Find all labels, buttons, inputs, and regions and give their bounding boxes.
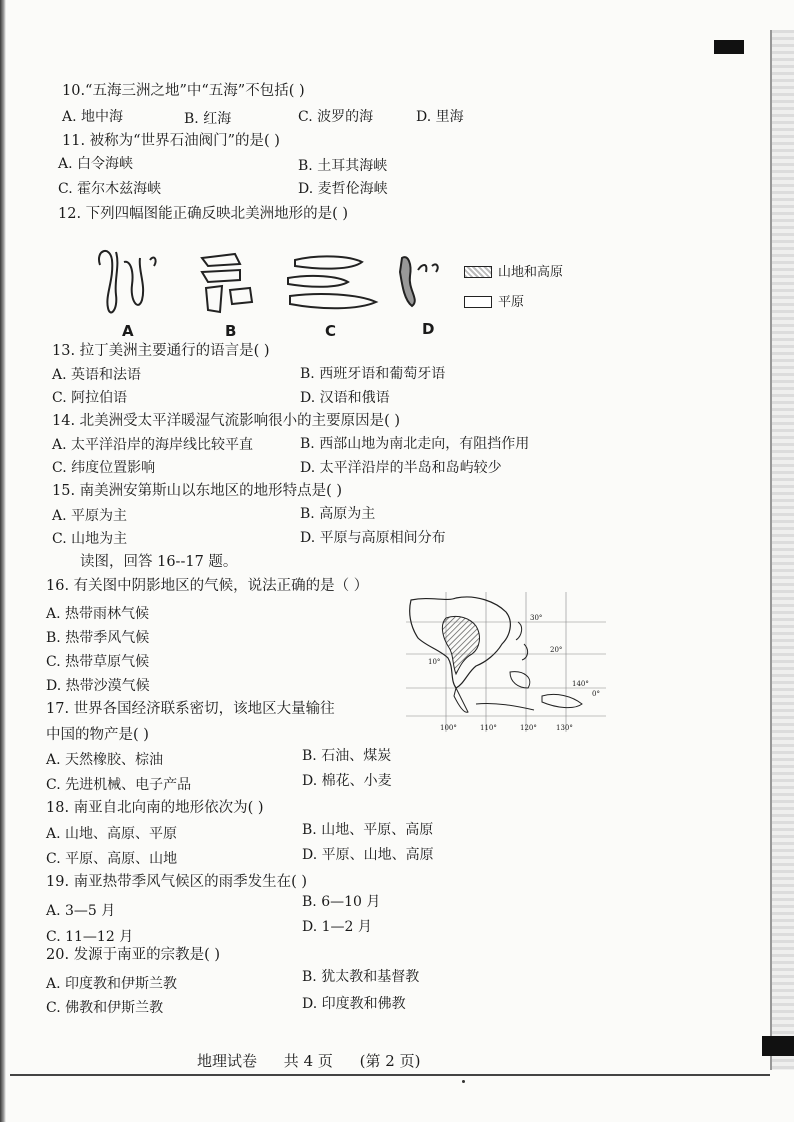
- question-18-option-c[interactable]: C. 平原、高原、山地: [46, 851, 178, 867]
- bottom-rule: [10, 1074, 770, 1076]
- question-19-option-c[interactable]: C. 11—12 月: [46, 929, 134, 945]
- scan-dot: [462, 1080, 465, 1083]
- figure-d-label[interactable]: D: [422, 320, 435, 338]
- question-14-stem: 14. 北美洲受太平洋暖湿气流影响很小的主要原因是( ): [52, 413, 401, 429]
- map-lon-110: 110°: [480, 724, 497, 732]
- southeast-asia-map: [406, 592, 606, 732]
- map-lon-100: 100°: [440, 724, 457, 732]
- question-20-option-c[interactable]: C. 佛教和伊斯兰教: [46, 1000, 164, 1016]
- question-20-stem: 20. 发源于南亚的宗教是( ): [46, 947, 221, 963]
- registration-mark-bottom: [762, 1036, 794, 1056]
- map-lat-30: 30°: [530, 614, 543, 622]
- question-15-option-c[interactable]: C. 山地为主: [52, 531, 128, 547]
- question-19-stem: 19. 南亚热带季风气候区的雨季发生在( ): [46, 874, 308, 890]
- figure-c-label[interactable]: C: [325, 322, 337, 340]
- scan-edge-right: [772, 30, 794, 1070]
- question-14-option-b[interactable]: B. 西部山地为南北走向，有阻挡作用: [300, 436, 530, 452]
- question-13-option-c[interactable]: C. 阿拉伯语: [52, 390, 128, 406]
- question-17-option-c[interactable]: C. 先进机械、电子产品: [46, 777, 192, 793]
- page-footer: [197, 1050, 442, 1071]
- question-16-option-a[interactable]: A. 热带雨林气候: [46, 606, 150, 622]
- legend-plain-label: 平原: [498, 295, 525, 310]
- figure-a-shape: [99, 251, 156, 312]
- map-lon-120: 120°: [520, 724, 537, 732]
- legend-plain-swatch: [464, 296, 492, 308]
- question-10-option-a[interactable]: A. 地中海: [62, 109, 124, 125]
- footer-total-pages: 共 4 页: [283, 1052, 333, 1070]
- question-20-option-a[interactable]: A. 印度教和伊斯兰教: [46, 976, 178, 992]
- figure-b-label[interactable]: B: [225, 322, 237, 340]
- figure-c-shape: [288, 256, 376, 308]
- question-13-option-a[interactable]: A. 英语和法语: [52, 367, 142, 383]
- reading-instruction: 读图，回答 16--17 题。: [80, 554, 238, 570]
- map-lon-140: 140°: [572, 680, 589, 688]
- question-15-option-b[interactable]: B. 高原为主: [300, 506, 376, 522]
- footer-page-number: (第 2 页): [359, 1052, 421, 1070]
- question-13-option-b[interactable]: B. 西班牙语和葡萄牙语: [300, 366, 446, 382]
- legend-mountain-label: 山地和高原: [498, 265, 564, 280]
- figure-d-shape: [400, 257, 438, 306]
- question-19-option-b[interactable]: B. 6—10 月: [302, 894, 381, 910]
- question-10-option-b[interactable]: B. 红海: [184, 111, 232, 127]
- question-13-stem: 13. 拉丁美洲主要通行的语言是( ): [52, 343, 270, 359]
- question-18-option-a[interactable]: A. 山地、高原、平原: [46, 826, 178, 842]
- question-12-stem: 12. 下列四幅图能正确反映北美洲地形的是( ): [58, 206, 349, 222]
- question-14-option-c[interactable]: C. 纬度位置影响: [52, 460, 156, 476]
- question-14-option-d[interactable]: D. 太平洋沿岸的半岛和岛屿较少: [300, 460, 502, 476]
- question-18-stem: 18. 南亚自北向南的地形依次为( ): [46, 800, 264, 816]
- question-19-option-a[interactable]: A. 3—5 月: [46, 903, 116, 919]
- registration-mark-top: [714, 40, 744, 54]
- map-lat-10: 10°: [428, 658, 441, 666]
- footer-subject: 地理试卷: [197, 1052, 258, 1070]
- map-lat-20: 20°: [550, 646, 563, 654]
- question-18-option-d[interactable]: D. 平原、山地、高原: [302, 847, 434, 863]
- question-11-option-b[interactable]: B. 土耳其海峡: [298, 158, 388, 174]
- question-11-stem: 11. 被称为“世界石油阀门”的是( ): [62, 133, 280, 149]
- question-16-option-d[interactable]: D. 热带沙漠气候: [46, 678, 150, 694]
- legend-mountain-swatch: [464, 266, 492, 278]
- question-18-option-b[interactable]: B. 山地、平原、高原: [302, 822, 434, 838]
- question-10-stem: 10.“五海三洲之地”中“五海”不包括( ): [62, 83, 305, 99]
- question-15-option-d[interactable]: D. 平原与高原相间分布: [300, 530, 446, 546]
- question-17-option-a[interactable]: A. 天然橡胶、棕油: [46, 752, 164, 768]
- question-16-option-c[interactable]: C. 热带草原气候: [46, 654, 150, 670]
- question-17-stem: 17. 世界各国经济联系密切，该地区大量输往: [46, 701, 335, 717]
- islands-east: [510, 622, 530, 688]
- question-17-option-d[interactable]: D. 棉花、小麦: [302, 773, 392, 789]
- map-lon-130: 130°: [556, 724, 573, 732]
- question-11-option-c[interactable]: C. 霍尔木兹海峡: [58, 181, 162, 197]
- question-11-option-d[interactable]: D. 麦哲伦海峡: [298, 181, 388, 197]
- question-14-option-a[interactable]: A. 太平洋沿岸的海岸线比较平直: [52, 437, 254, 453]
- north-america-terrain-figures: [90, 240, 440, 320]
- question-16-option-b[interactable]: B. 热带季风气候: [46, 630, 150, 646]
- figure-b-shape: [202, 254, 252, 312]
- question-17-option-b[interactable]: B. 石油、煤炭: [302, 748, 392, 764]
- question-20-option-d[interactable]: D. 印度教和佛教: [302, 996, 406, 1012]
- scan-edge-line: [770, 30, 772, 1070]
- question-20-option-b[interactable]: B. 犹太教和基督教: [302, 969, 420, 985]
- question-15-stem: 15. 南美洲安第斯山以东地区的地形特点是( ): [52, 483, 343, 499]
- scan-edge-left: [0, 0, 6, 1122]
- question-15-option-a[interactable]: A. 平原为主: [52, 508, 128, 524]
- question-19-option-d[interactable]: D. 1—2 月: [302, 919, 372, 935]
- question-13-option-d[interactable]: D. 汉语和俄语: [300, 390, 390, 406]
- peninsula: [454, 688, 468, 712]
- shaded-region: [442, 616, 479, 674]
- question-10-option-c[interactable]: C. 波罗的海: [298, 109, 374, 125]
- question-10-option-d[interactable]: D. 里海: [416, 109, 464, 125]
- question-16-stem: 16. 有关图中阴影地区的气候，说法正确的是（ ）: [46, 578, 369, 594]
- figure-a-label[interactable]: A: [122, 322, 134, 340]
- map-lat-0: 0°: [592, 690, 600, 698]
- question-17-stem-continued: 中国的物产是( ): [46, 727, 149, 743]
- question-11-option-a[interactable]: A. 白令海峡: [58, 156, 134, 172]
